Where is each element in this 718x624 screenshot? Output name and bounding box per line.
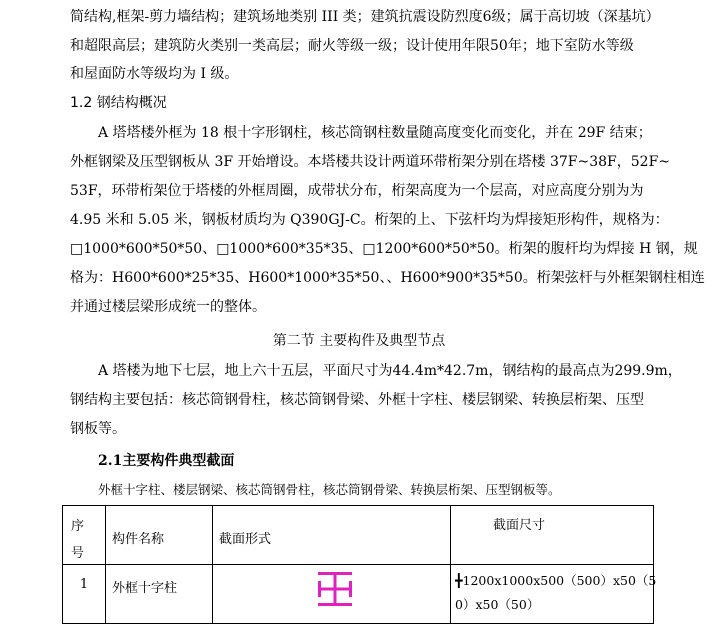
row-form-cell: [213, 565, 451, 624]
row-seq: 1: [79, 577, 89, 592]
header-form: 截面形式: [219, 532, 272, 547]
paragraph-line: □1000*600*50*50、□1000*600*35*35、□1200*600*50*50。桁架的腹杆均为焊接 H 钢，规: [70, 241, 698, 257]
table-header-row: [63, 506, 654, 565]
paragraph-line: 格为：H600*600*25*35、H600*1000*35*50、、H600*900*35*50。桁架弦杆与外框架钢柱相连: [70, 270, 705, 286]
section-title-2: 第二节 主要构件及典型节点: [272, 333, 446, 349]
row-size-cell: [451, 565, 657, 624]
component-table: [62, 505, 657, 624]
section-note: 外框十字柱、楼层钢梁、核芯筒钢骨柱，核芯筒钢骨梁、转换层桁架、压型钢板等。: [98, 482, 561, 497]
paragraph-line: 钢板等。: [70, 421, 126, 437]
header-seq-cell: [63, 506, 106, 565]
paragraph-line: 4.95 米和 5.05 米，钢板材质均为 Q390GJ-C。桁架的上、下弦杆均为焊接矩形构件，规格为：: [70, 212, 669, 228]
header-size: 截面尺寸: [493, 518, 546, 533]
header-size-cell: [451, 506, 654, 565]
section-heading-1-2: 1.2 钢结构概况: [70, 95, 167, 111]
paragraph-line: 外框钢梁及压型钢板从 3F 开始增设。本塔楼共设计两道环带桁架分别在塔楼 37F~38F，52F~: [70, 154, 671, 170]
row-size-line1: ╋1200x1000x500（500）x50（5: [455, 573, 657, 588]
paragraph-line: A 塔塔楼外框为 18 根十字形钢柱，核芯筒钢柱数量随高度变化而变化，并在 29F 结束；: [98, 125, 652, 141]
row-name: 外框十字柱: [112, 581, 178, 596]
header-seq-line2: 号: [71, 546, 85, 561]
section-heading-2-1: 2.1主要构件典型截面: [98, 453, 235, 469]
cross-column-section-icon: [316, 570, 354, 608]
row-name-cell: [106, 565, 213, 624]
paragraph-line: 和超限高层；建筑防火类别一类高层；耐火等级一级；设计使用年限50年；地下室防水等级: [70, 38, 634, 54]
row-seq-cell: [63, 565, 106, 624]
header-name-cell: [106, 506, 213, 565]
row-size-line2: 0）x50（50）: [455, 597, 540, 612]
header-name: 构件名称: [112, 532, 165, 547]
paragraph-line: 53F，环带桁架位于塔楼的外框周圈，成带状分布，桁架高度为一个层高，对应高度分别为为: [70, 183, 644, 199]
paragraph-line: 和屋面防水等级均为 I 级。: [70, 66, 239, 82]
paragraph-line: 钢结构主要包括：核芯筒钢骨柱，核芯筒钢骨梁、外框十字柱、楼层钢梁、转换层桁架、压型: [70, 392, 644, 408]
paragraph-line: 简结构,框架-剪力墙结构；建筑场地类别 III 类；建筑抗震设防烈度6级；属于高切坡（深基坑）: [70, 9, 660, 25]
header-seq-line1: 序: [71, 519, 85, 534]
paragraph-line: A 塔楼为地下七层，地上六十五层，平面尺寸为44.4m*42.7m，钢结构的最高点为299.9m，: [98, 363, 682, 379]
table-row: [63, 565, 654, 624]
paragraph-line: 并通过楼层梁形成统一的整体。: [70, 299, 266, 315]
header-form-cell: [213, 506, 451, 565]
